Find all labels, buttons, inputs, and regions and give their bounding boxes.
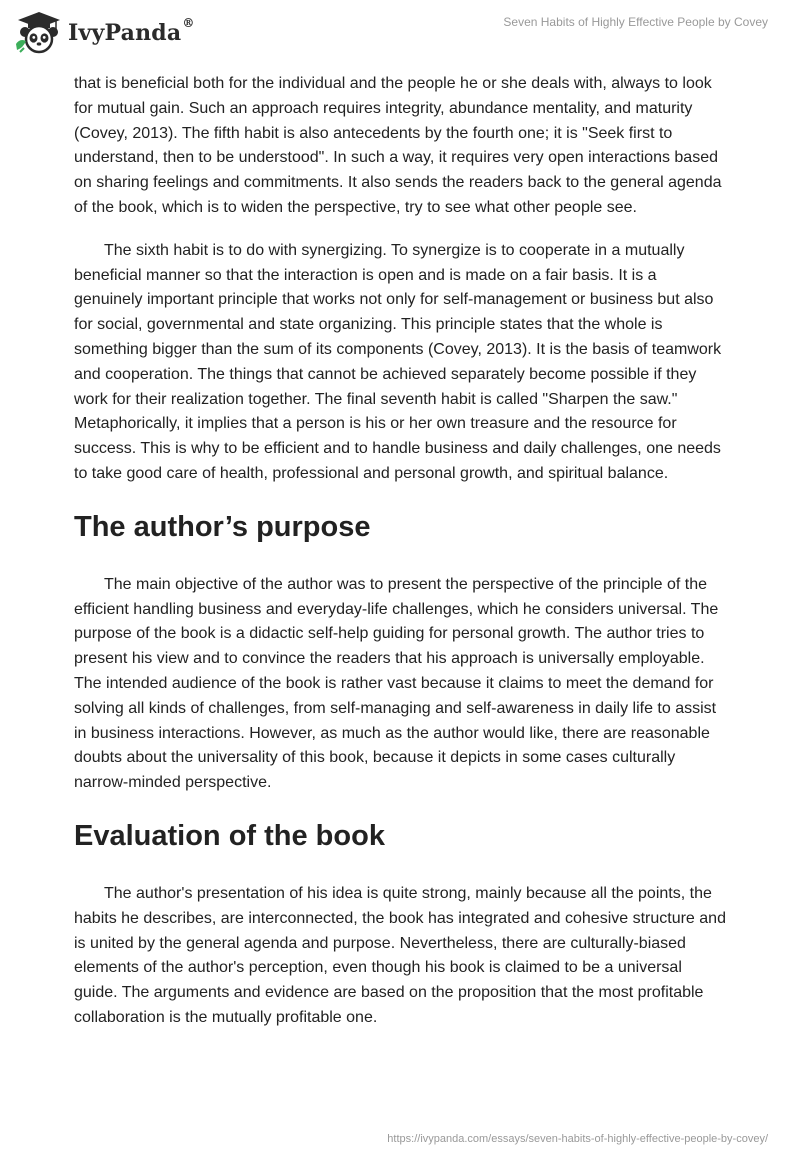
source-url-link[interactable]: https://ivypanda.com/essays/seven-habits-of-highly-effective-people-by-covey/ <box>387 1133 768 1145</box>
essay-body <box>74 72 726 1031</box>
brand-logo[interactable] <box>14 8 195 58</box>
heading-evaluation: Evaluation of the book <box>74 819 385 852</box>
page-header <box>0 0 800 64</box>
paragraph-3: The main objective of the author was to present the perspective of the principle of the efficient handling business and everyday-life challenges, which he considers universal. The purpose of the book is a didactic self-help guiding for personal growth. The author tries to present his view and to convince the readers that his approach is universally employable. The intended audience of the book is rather vast because it claims to meet the demand for solving all kinds of challenges, from self-managing and self-awareness in daily life to assist in business interactions. However, as much as the author would like, there are reasonable doubts about the universality of this book, because it depicts in some cases culturally narrow-minded perspective. <box>74 575 719 792</box>
registered-mark: ® <box>182 16 195 30</box>
paragraph-4: The author's presentation of his idea is quite strong, mainly because all the points, the habits he describes, are interconnected, the book has integrated and cohesive structure and is united by the general agenda and purpose. Nevertheless, there are culturally-biased elements of the author's perception, even though his book is claimed to be a universal guide. The arguments and evidence are based on the proposition that the most profitable collaboration is the mutually profitable one. <box>74 884 726 1026</box>
document-title: Seven Habits of Highly Effective People by Covey <box>503 15 768 29</box>
brand-name: IvyPanda® <box>68 16 195 46</box>
paragraph-1: that is beneficial both for the individual and the people he or she deals with, always to look for mutual gain. Such an approach requires integrity, abundance mentality, and maturity (Covey, 2013). The fifth habit is also antecedents by the fourth one; it is "Seek first to understand, then to be understood". In such a way, it requires very open interactions based on sharing feelings and commitments. It also sends the readers back to the general agenda of the book, which is to widen the perspective, try to see what other people see. <box>74 75 722 216</box>
paragraph-2: The sixth habit is to do with synergizing. To synergize is to cooperate in a mutually beneficial manner so that the interaction is open and is made on a fair basis. It is a genuinely important principle that works not only for self-management or business but also for social, governmental and state organizing. This principle states that the whole is something bigger than the sum of its components (Covey, 2013). It is the basis of teamwork and cooperation. The things that cannot be achieved separately become possible if they work for their realization together. The final seventh habit is called "Sharpen the saw." Metaphorically, it implies that a person is his or her own treasure and the resource for success. This is why to be efficient and to handle business and daily challenges, one needs to take good care of health, professional and personal growth, and spiritual balance. <box>74 241 722 482</box>
panda-graduate-icon <box>14 8 64 58</box>
heading-author-purpose: The author’s purpose <box>74 510 371 543</box>
